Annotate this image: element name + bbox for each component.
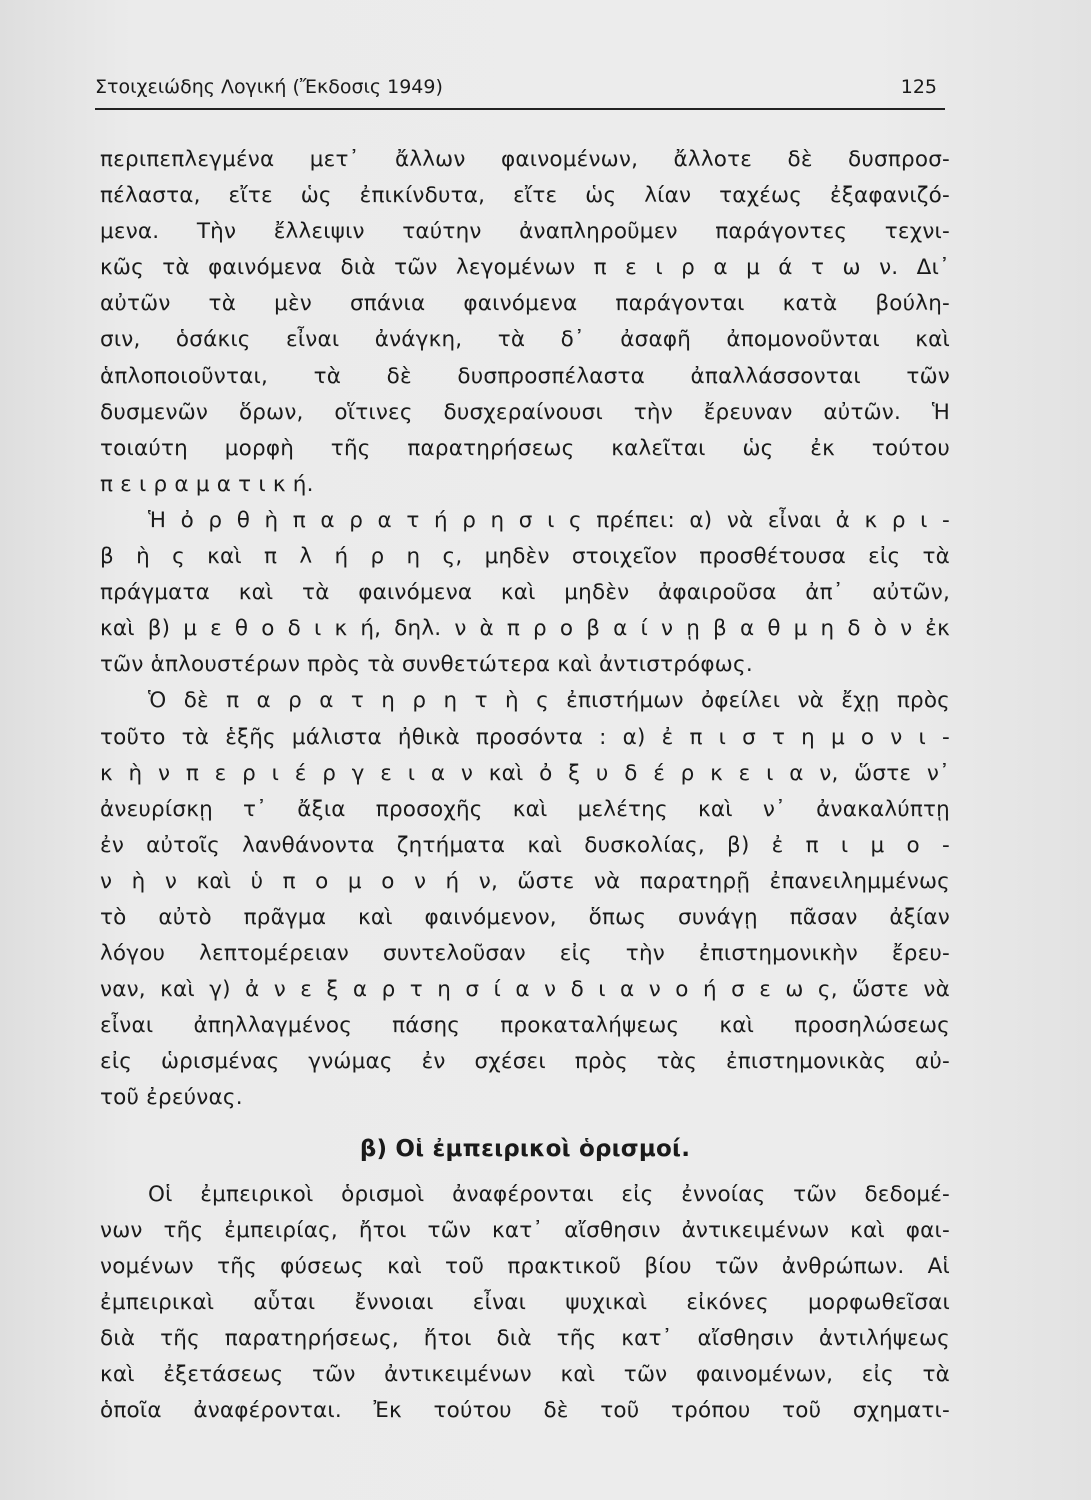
- text-line: κῶς τὰ φαινόμενα διὰ τῶν λεγομένων π ε ι ρ α μ ά τ ω ν. Δι᾽: [100, 255, 950, 281]
- text-line: λόγου λεπτομέρειαν συντελοῦσαν εἰς τὴν ἐπιστημονικὴν ἔρευ-: [100, 941, 950, 967]
- paragraph-2: [100, 503, 950, 683]
- page-body: [100, 142, 950, 1429]
- text-line: ναν, καὶ γ) ἀ ν ε ξ α ρ τ η σ ί α ν δ ι α ν ο ή σ ε ω ς, ὥστε νὰ: [100, 977, 950, 1003]
- page-number: 125: [900, 76, 937, 98]
- running-title: Στοιχειώδης Λογική (Ἔκδοσις 1949): [95, 76, 443, 98]
- text-line: καὶ ἐξετάσεως τῶν ἀντικειμένων καὶ τῶν φαινομένων, εἰς τὰ: [100, 1362, 950, 1387]
- text-line: τὸ αὐτὸ πρᾶγμα καὶ φαινόμενον, ὅπως συνάγῃ πᾶσαν ἀξίαν: [100, 904, 950, 930]
- paragraph-3: [100, 683, 950, 1116]
- paragraph-4: [100, 1177, 950, 1430]
- text-line: Οἱ ἐμπειρικοὶ ὁρισμοὶ ἀναφέρονται εἰς ἐννοίας τῶν δεδομέ-: [148, 1181, 950, 1207]
- text-line: ἐμπειρικαὶ αὗται ἔννοιαι εἶναι ψυχικαὶ εἰκόνες μορφωθεῖσαι: [100, 1289, 950, 1315]
- text-line: τοιαύτη μορφὴ τῆς παρατηρήσεως καλεῖται ὡς ἐκ τούτου: [100, 435, 950, 461]
- text-line: νων τῆς ἐμπειρίας, ἤτοι τῶν κατ᾽ αἴσθησιν ἀντικειμένων καὶ φαι-: [100, 1217, 950, 1243]
- text-line: περιπεπλεγμένα μετ᾽ ἄλλων φαινομένων, ἄλλοτε δὲ δυσπροσ-: [100, 147, 950, 172]
- text-line: σιν, ὁσάκις εἶναι ἀνάγκη, τὰ δ᾽ ἀσαφῆ ἀπομονοῦνται καὶ: [100, 327, 950, 353]
- text-line: Ὁ δὲ π α ρ α τ η ρ η τ ὴ ς ἐπιστήμων ὀφείλει νὰ ἔχῃ πρὸς: [148, 688, 950, 714]
- text-line: ἀνευρίσκῃ τ᾽ ἄξια προσοχῆς καὶ μελέτης καὶ ν᾽ ἀνακαλύπτῃ: [100, 796, 950, 822]
- text-line: ὁποῖα ἀναφέρονται. Ἐκ τούτου δὲ τοῦ τρόπου τοῦ σχηματι-: [100, 1398, 950, 1424]
- text-line: πέλαστα, εἴτε ὡς ἐπικίνδυτα, εἴτε ὡς λίαν ταχέως ἐξαφανιζό-: [100, 183, 950, 209]
- text-line: μενα. Τὴν ἔλλειψιν ταύτην ἀναπληροῦμεν παράγοντες τεχνι-: [100, 219, 950, 245]
- text-line: τοῦτο τὰ ἑξῆς μάλιστα ἠθικὰ προσόντα : α) ἐ π ι σ τ η μ ο ν ι -: [100, 724, 950, 750]
- text-line: ἁπλοποιοῦνται, τὰ δὲ δυσπροσπέλαστα ἀπαλλάσσονται τῶν: [100, 363, 950, 389]
- text-line: κ ὴ ν π ε ρ ι έ ρ γ ε ι α ν καὶ ὀ ξ υ δ έ ρ κ ε ι α ν, ὥστε ν᾽: [100, 760, 950, 786]
- text-line: ἐν αὐτοῖς λανθάνοντα ζητήματα καὶ δυσκολίας, β) ἐ π ι μ ο -: [100, 832, 950, 858]
- text-line: τῶν ἁπλουστέρων πρὸς τὰ συνθετώτερα καὶ ἀντιστρόφως.: [100, 652, 753, 678]
- text-line: διὰ τῆς παρατηρήσεως, ἤτοι διὰ τῆς κατ᾽ αἴσθησιν ἀντιλήψεως: [100, 1325, 950, 1351]
- text-line: νομένων τῆς φύσεως καὶ τοῦ πρακτικοῦ βίου τῶν ἀνθρώπων. Αἱ: [100, 1253, 950, 1279]
- paragraph-1: [100, 142, 950, 503]
- text-line: αὐτῶν τὰ μὲν σπάνια φαινόμενα παράγονται κατὰ βούλη-: [100, 291, 950, 317]
- text-line: ν ὴ ν καὶ ὑ π ο μ ο ν ή ν, ὥστε νὰ παρατηρῇ ἐπανειλημμένως: [100, 868, 950, 894]
- text-line: π ε ι ρ α μ α τ ι κ ή.: [100, 471, 314, 497]
- text-line: Ἡ ὀ ρ θ ὴ π α ρ α τ ή ρ η σ ι ς πρέπει: α) νὰ εἶναι ἀ κ ρ ι -: [148, 507, 950, 533]
- text-line: εἶναι ἀπηλλαγμένος πάσης προκαταλήψεως καὶ προσηλώσεως: [100, 1013, 950, 1039]
- text-line: καὶ β) μ ε θ ο δ ι κ ή, δηλ. ν ὰ π ρ ο β α ί ν ῃ β α θ μ η δ ὸ ν ἐκ: [100, 616, 950, 642]
- running-header: [95, 72, 945, 110]
- text-line: δυσμενῶν ὅρων, οἵτινες δυσχεραίνουσι τὴν ἔρευναν αὐτῶν. Ἡ: [100, 399, 950, 425]
- text-line: πράγματα καὶ τὰ φαινόμενα καὶ μηδὲν ἀφαιροῦσα ἀπ᾽ αὐτῶν,: [100, 580, 950, 606]
- text-line: β ὴ ς καὶ π λ ή ρ η ς, μηδὲν στοιχεῖον προσθέτουσα εἰς τὰ: [100, 544, 950, 570]
- section-heading: β) Οἱ ἐμπειρικοὶ ὁρισμοί.: [359, 1135, 691, 1162]
- text-line: τοῦ ἐρεύνας.: [100, 1085, 243, 1111]
- text-line: εἰς ὡρισμένας γνώμας ἐν σχέσει πρὸς τὰς ἐπιστημονικὰς αὐ-: [100, 1049, 950, 1075]
